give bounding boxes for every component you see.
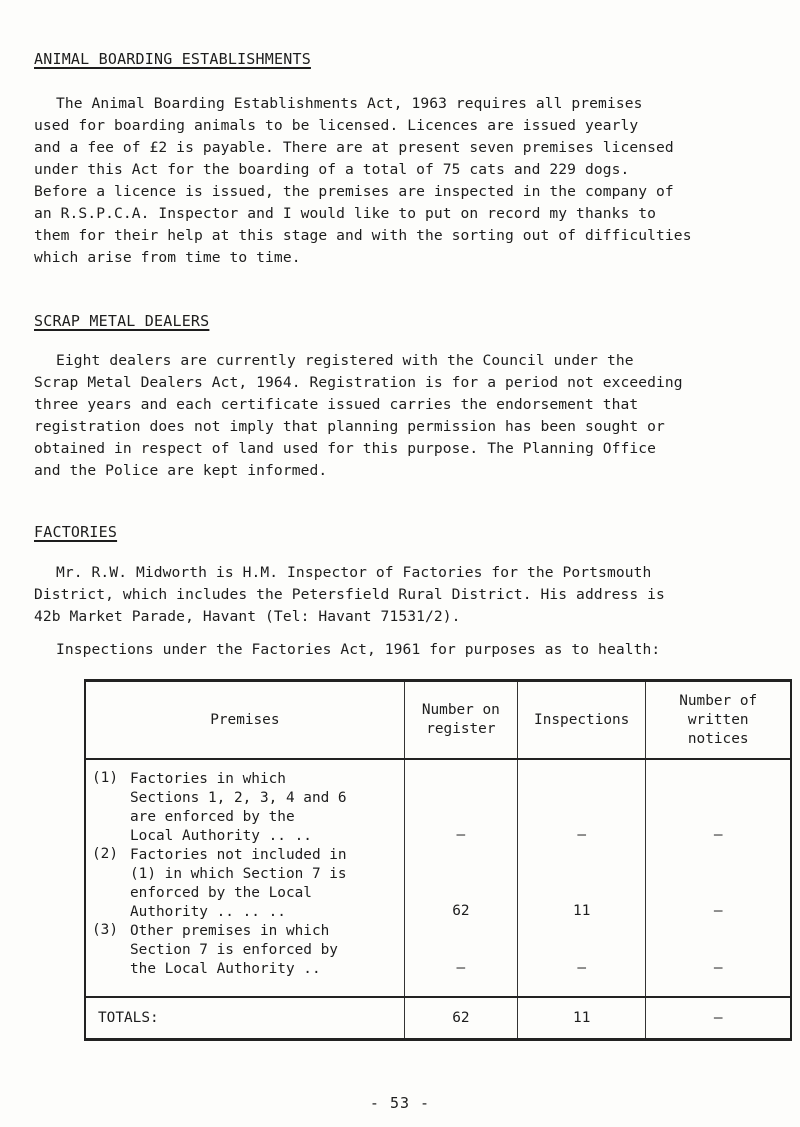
header-premises: Premises: [85, 681, 404, 760]
paragraph-line: Before a licence is issued, the premises are inspected in the company of: [34, 183, 674, 200]
inspections-value: –: [577, 960, 587, 976]
heading-scrap-metal-dealers: SCRAP METAL DEALERS: [34, 312, 210, 330]
paragraph-line: them for their help at this stage and with the sorting out of difficulties: [34, 227, 692, 244]
header-inspections: Inspections: [517, 681, 645, 760]
paragraph-line: used for boarding animals to be licensed. Licences are issued yearly: [34, 117, 639, 134]
header-number-on-register: Number on register: [404, 681, 517, 760]
totals-notices: –: [646, 997, 791, 1040]
paragraph-line: The Animal Boarding Establishments Act, 1963 requires all premises: [56, 95, 643, 112]
register-value: –: [456, 827, 466, 843]
heading-animal-boarding: ANIMAL BOARDING ESTABLISHMENTS: [34, 50, 311, 68]
heading-factories: FACTORIES: [34, 523, 118, 541]
register-value: –: [456, 960, 466, 976]
paragraph-line: an R.S.P.C.A. Inspector and I would like to put on record my thanks to: [34, 205, 657, 222]
totals-inspections: 11: [517, 997, 645, 1040]
paragraph-line: registration does not imply that planning permission has been sought or: [34, 418, 665, 435]
paragraph-line: District, which includes the Petersfield Rural District. His address is: [34, 586, 665, 603]
inspections-value: 11: [573, 903, 591, 919]
paragraph-line: which arise from time to time.: [34, 249, 301, 266]
register-cell: [404, 759, 517, 997]
table-intro: Inspections under the Factories Act, 1961 for purposes as to health:: [56, 641, 661, 658]
inspections-value: –: [577, 827, 587, 843]
item-text: Factories not included in (1) in which Section 7 is enforced by the Local Authority .. .. ..: [130, 847, 347, 920]
totals-register: 62: [404, 997, 517, 1040]
paragraph-line: Scrap Metal Dealers Act, 1964. Registration is for a period not exceeding: [34, 374, 683, 391]
totals-label: TOTALS:: [85, 997, 404, 1040]
factories-inspections-table: [84, 679, 792, 1041]
totals-row: [85, 997, 791, 1040]
header-written-notices: Number of written notices: [646, 681, 791, 760]
notices-value: –: [713, 903, 723, 919]
paragraph-line: 42b Market Parade, Havant (Tel: Havant 71531/2).: [34, 608, 461, 625]
paragraph-line: obtained in respect of land used for this purpose. The Planning Office: [34, 440, 657, 457]
paragraph-line: and the Police are kept informed.: [34, 462, 328, 479]
inspections-cell: [517, 759, 645, 997]
page-number: - 53 -: [369, 1094, 431, 1112]
paragraph-line: Mr. R.W. Midworth is H.M. Inspector of Factories for the Portsmouth: [56, 564, 652, 581]
paragraph-line: three years and each certificate issued carries the endorsement that: [34, 396, 639, 413]
item-text: Factories in which Sections 1, 2, 3, 4 and 6 are enforced by the Local Authority .. ..: [130, 771, 347, 844]
item-number: (3): [92, 922, 118, 938]
item-text: Other premises in which Section 7 is enforced by the Local Authority ..: [130, 923, 338, 977]
premises-cell: [85, 759, 404, 997]
item-number: (2): [92, 846, 118, 862]
paragraph-line: Eight dealers are currently registered with the Council under the: [56, 352, 634, 369]
table-header-row: [85, 681, 791, 760]
paragraph-line: and a fee of £2 is payable. There are at present seven premises licensed: [34, 139, 674, 156]
notices-value: –: [713, 827, 723, 843]
item-number: (1): [92, 770, 118, 786]
register-value: 62: [452, 903, 470, 919]
paragraph-line: under this Act for the boarding of a total of 75 cats and 229 dogs.: [34, 161, 630, 178]
notices-value: –: [713, 960, 723, 976]
notices-cell: [646, 759, 791, 997]
table-body-row: [85, 759, 791, 997]
